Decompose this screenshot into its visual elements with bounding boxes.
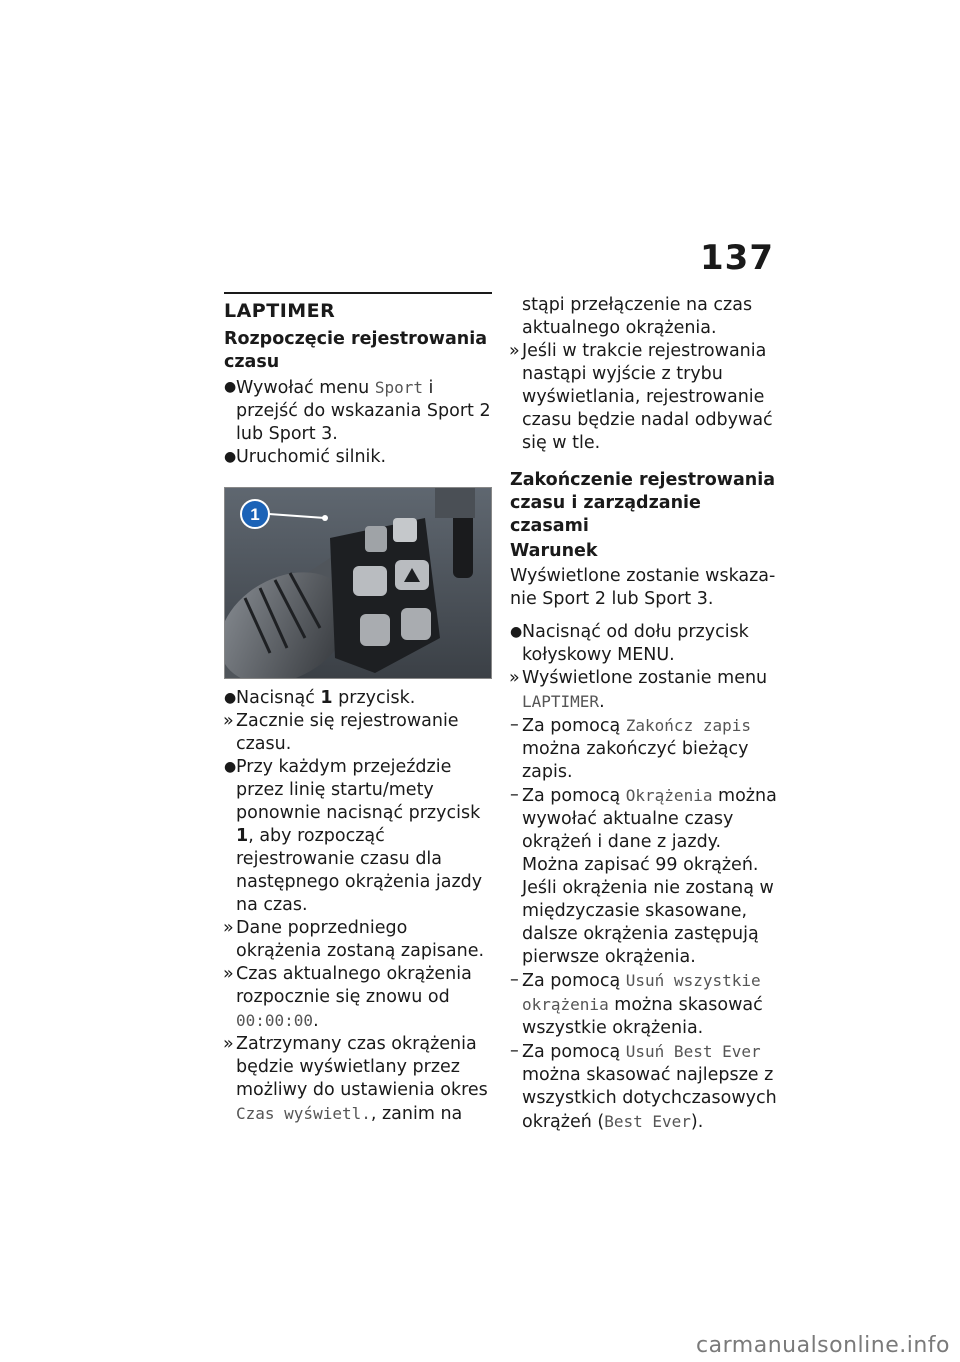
bullet-marker: ●	[224, 759, 237, 775]
body-text: Za pomocą	[522, 716, 626, 736]
result-marker: »	[223, 918, 234, 938]
body-text: Nacisnąć od dołu przycisk kołyskowy MENU.	[522, 622, 749, 665]
continued-text	[510, 294, 778, 455]
handlebar-switch-photo	[224, 487, 492, 679]
option-line	[510, 784, 778, 969]
instruction-step	[224, 687, 492, 710]
body-text: Za pomocą	[522, 1042, 626, 1062]
button-reference: 1	[236, 826, 249, 846]
steps-manage	[510, 621, 778, 1134]
display-text: 00:00:00	[236, 1011, 314, 1030]
body-text: Jeśli w trakcie rejestrowania nastąpi wyjście z trybu wyświetlania, rejestrowanie czasu będzie nadal odbywać się w tle.	[522, 341, 773, 453]
button-reference: 1	[320, 688, 333, 708]
result-line	[224, 917, 492, 963]
section-title: LAPTIMER	[224, 300, 336, 322]
continued-paragraph	[510, 294, 778, 340]
body-text: Zatrzymany czas okrążenia będzie wyświetlany przez możliwy do ustawienia okres	[236, 1034, 488, 1100]
body-text: Dane poprzedniego okrążenia zostaną zapisane.	[236, 918, 485, 961]
body-text: Za pomocą	[522, 971, 626, 991]
body-text: Przy każdym przejeździe przez linię startu/mety ponownie nacisnąć przycisk	[236, 757, 481, 823]
body-text: Zacznie się rejestrowanie czasu.	[236, 711, 459, 754]
result-line	[510, 667, 778, 714]
bullet-marker: ●	[224, 690, 237, 706]
subheading-start-recording: Rozpoczęcie rejestrowania czasu	[224, 329, 488, 372]
result-marker: »	[223, 711, 234, 731]
body-text: można wywołać aktualne czasy okrążeń i dane z jazdy. Można zapisać 99 okrążeń. Jeśli okrążenia nie zostaną w międzyczasie skasowane, dalsze okrążenia zastępują pierwsze okrążenia.	[522, 786, 777, 967]
bullet-marker: ●	[224, 379, 237, 395]
body-text: , aby rozpocząć rejestrowanie czasu dla następnego okrążenia jazdy na czas.	[236, 826, 483, 915]
option-line	[510, 1040, 778, 1134]
body-text: i przejść do wskazania Sport 2 lub Sport 3.	[236, 378, 491, 444]
result-line	[224, 710, 492, 756]
instruction-step	[224, 756, 492, 917]
display-text: LAPTIMER	[522, 692, 600, 711]
display-text: Usuń wszystkie okrążenia	[522, 971, 761, 1014]
steps-recording	[224, 687, 492, 1126]
display-text: Zakończ zapis	[625, 716, 751, 735]
display-text: Okrążenia	[625, 786, 713, 805]
display-text: Czas wyświetl.	[236, 1104, 371, 1123]
subheading-condition: Warunek	[510, 541, 598, 561]
body-text: Uruchomić silnik.	[236, 447, 387, 467]
steps-start	[224, 376, 492, 469]
dash-marker: –	[510, 785, 519, 805]
instruction-step	[224, 376, 492, 446]
dash-marker: –	[510, 715, 519, 735]
body-text: można skasować najlepsze z wszystkich dotychczasowych okrążeń (	[522, 1065, 777, 1132]
right-column	[510, 294, 778, 1134]
dash-marker: –	[510, 970, 519, 990]
body-text: Za pomocą	[522, 786, 626, 806]
watermark: carmanualsonline.info	[696, 1333, 950, 1358]
result-line	[224, 963, 492, 1033]
instruction-step	[510, 621, 778, 667]
bullet-marker: ●	[224, 449, 237, 465]
result-marker: »	[223, 1034, 234, 1054]
left-column	[224, 292, 492, 1126]
subheading-stop-recording: Zakończenie rejestrowania czasu i zarządzanie czasami	[510, 470, 776, 536]
callout-label: 1	[250, 505, 260, 524]
body-text: można skasować wszystkie okrążenia.	[522, 995, 763, 1038]
body-text: .	[599, 692, 605, 712]
body-text: Nacisnąć	[236, 688, 321, 708]
display-text: Sport	[374, 378, 423, 397]
body-text: Czas aktualnego okrążenia rozpocznie się znowu od	[236, 964, 472, 1007]
bullet-marker: ●	[510, 624, 523, 640]
body-text: stąpi przełączenie na czas aktualnego okrążenia.	[522, 295, 753, 338]
result-marker: »	[509, 668, 520, 688]
result-marker: »	[223, 964, 234, 984]
condition-text: Wyświetlone zostanie wskazanie Sport 2 lub Sport 3.	[510, 566, 776, 609]
page-number: 137	[700, 238, 774, 278]
body-text: .	[313, 1011, 319, 1031]
section-rule	[224, 292, 492, 294]
body-text: Wywołać menu	[236, 378, 375, 398]
body-text: Wyświetlone zostanie menu	[522, 668, 768, 688]
display-text: Best Ever	[604, 1112, 691, 1131]
result-line	[510, 340, 778, 455]
result-line	[224, 1033, 492, 1126]
body-text: można zakończyć bieżący zapis.	[522, 739, 749, 782]
option-line	[510, 969, 778, 1040]
body-text: , zanim na	[370, 1104, 463, 1124]
instruction-step	[224, 446, 492, 469]
handlebar-switch-illustration	[225, 488, 491, 678]
body-text: przycisk.	[332, 688, 416, 708]
result-marker: »	[509, 341, 520, 361]
body-text: ).	[690, 1112, 704, 1132]
option-line	[510, 714, 778, 784]
display-text: Usuń Best Ever	[625, 1042, 761, 1061]
dash-marker: –	[510, 1041, 519, 1061]
